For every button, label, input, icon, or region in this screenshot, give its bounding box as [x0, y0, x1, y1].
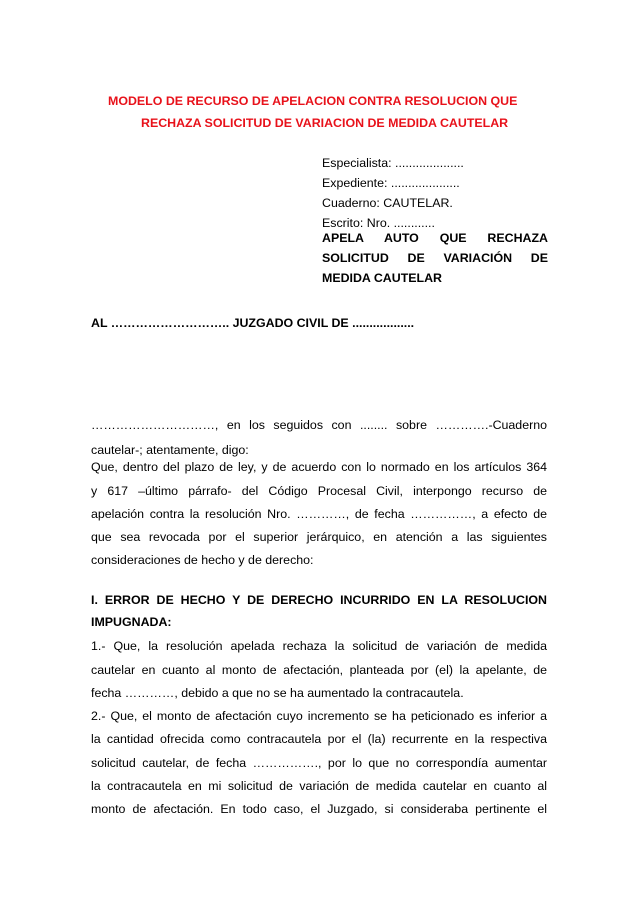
cuaderno-field: Cuaderno: CAUTELAR. — [322, 196, 453, 210]
escrito-field: Escrito: Nro. ............ — [322, 216, 435, 230]
especialista-field: Especialista: .................... — [322, 156, 464, 170]
paragraph1-line-3: apelación contra la resolución Nro. …………, de fecha ……………, a efecto de — [91, 507, 547, 521]
sumilla-line-1: APELA AUTO QUE RECHAZA — [322, 231, 548, 245]
sumilla-line-3: MEDIDA CAUTELAR — [322, 271, 442, 285]
section1-heading-line-2: IMPUGNADA: — [91, 615, 172, 629]
sumilla-line-2: SOLICITUD DE VARIACIÓN DE — [322, 251, 548, 265]
paragraph1-line-4: que sea revocada por el superior jerárquico, en atención a las siguientes — [91, 530, 547, 544]
item1-line-2: cautelar en cuanto al monto de afectación, planteada por (el) la apelante, de — [91, 663, 547, 677]
expediente-field: Expediente: .................... — [322, 176, 460, 190]
document-title-line-2: RECHAZA SOLICITUD DE VARIACION DE MEDIDA CAUTELAR — [141, 116, 509, 130]
court-addressee: AL ……………………….. JUZGADO CIVIL DE .................. — [91, 316, 415, 330]
item2-line-5: monto de afectación. En todo caso, el Juzgado, si consideraba pertinente el — [91, 802, 547, 816]
paragraph1-line-5: consideraciones de hecho y de derecho: — [91, 553, 314, 567]
item2-line-2: la cantidad ofrecida como contracautela por el (la) recurrente en la respectiva — [91, 732, 547, 746]
intro-line-1: …………………………, en los seguidos con ........ sobre ………….-Cuaderno — [91, 418, 547, 432]
item1-line-3: fecha …………, debido a que no se ha aumentado la contracautela. — [91, 686, 464, 700]
section1-heading-line-1: I. ERROR DE HECHO Y DE DERECHO INCURRIDO EN LA RESOLUCION — [91, 593, 547, 607]
paragraph1-line-2: y 617 –último párrafo- del Código Procesal Civil, interpongo recurso de — [91, 484, 547, 498]
item2-line-3: solicitud cautelar, de fecha ……………., por lo que no correspondía aumentar — [91, 756, 547, 770]
intro-line-2: cautelar-; atentamente, digo: — [91, 443, 249, 457]
item2-line-4: la contracautela en mi solicitud de variación de medida cautelar en cuanto al — [91, 779, 547, 793]
document-title-line-1: MODELO DE RECURSO DE APELACION CONTRA RESOLUCION QUE — [108, 94, 518, 108]
item1-line-1: 1.- Que, la resolución apelada rechaza la solicitud de variación de medida — [91, 639, 547, 653]
paragraph1-line-1: Que, dentro del plazo de ley, y de acuerdo con lo normado en los artículos 364 — [91, 460, 547, 474]
item2-line-1: 2.- Que, el monto de afectación cuyo incremento se ha peticionado es inferior a — [91, 709, 547, 723]
